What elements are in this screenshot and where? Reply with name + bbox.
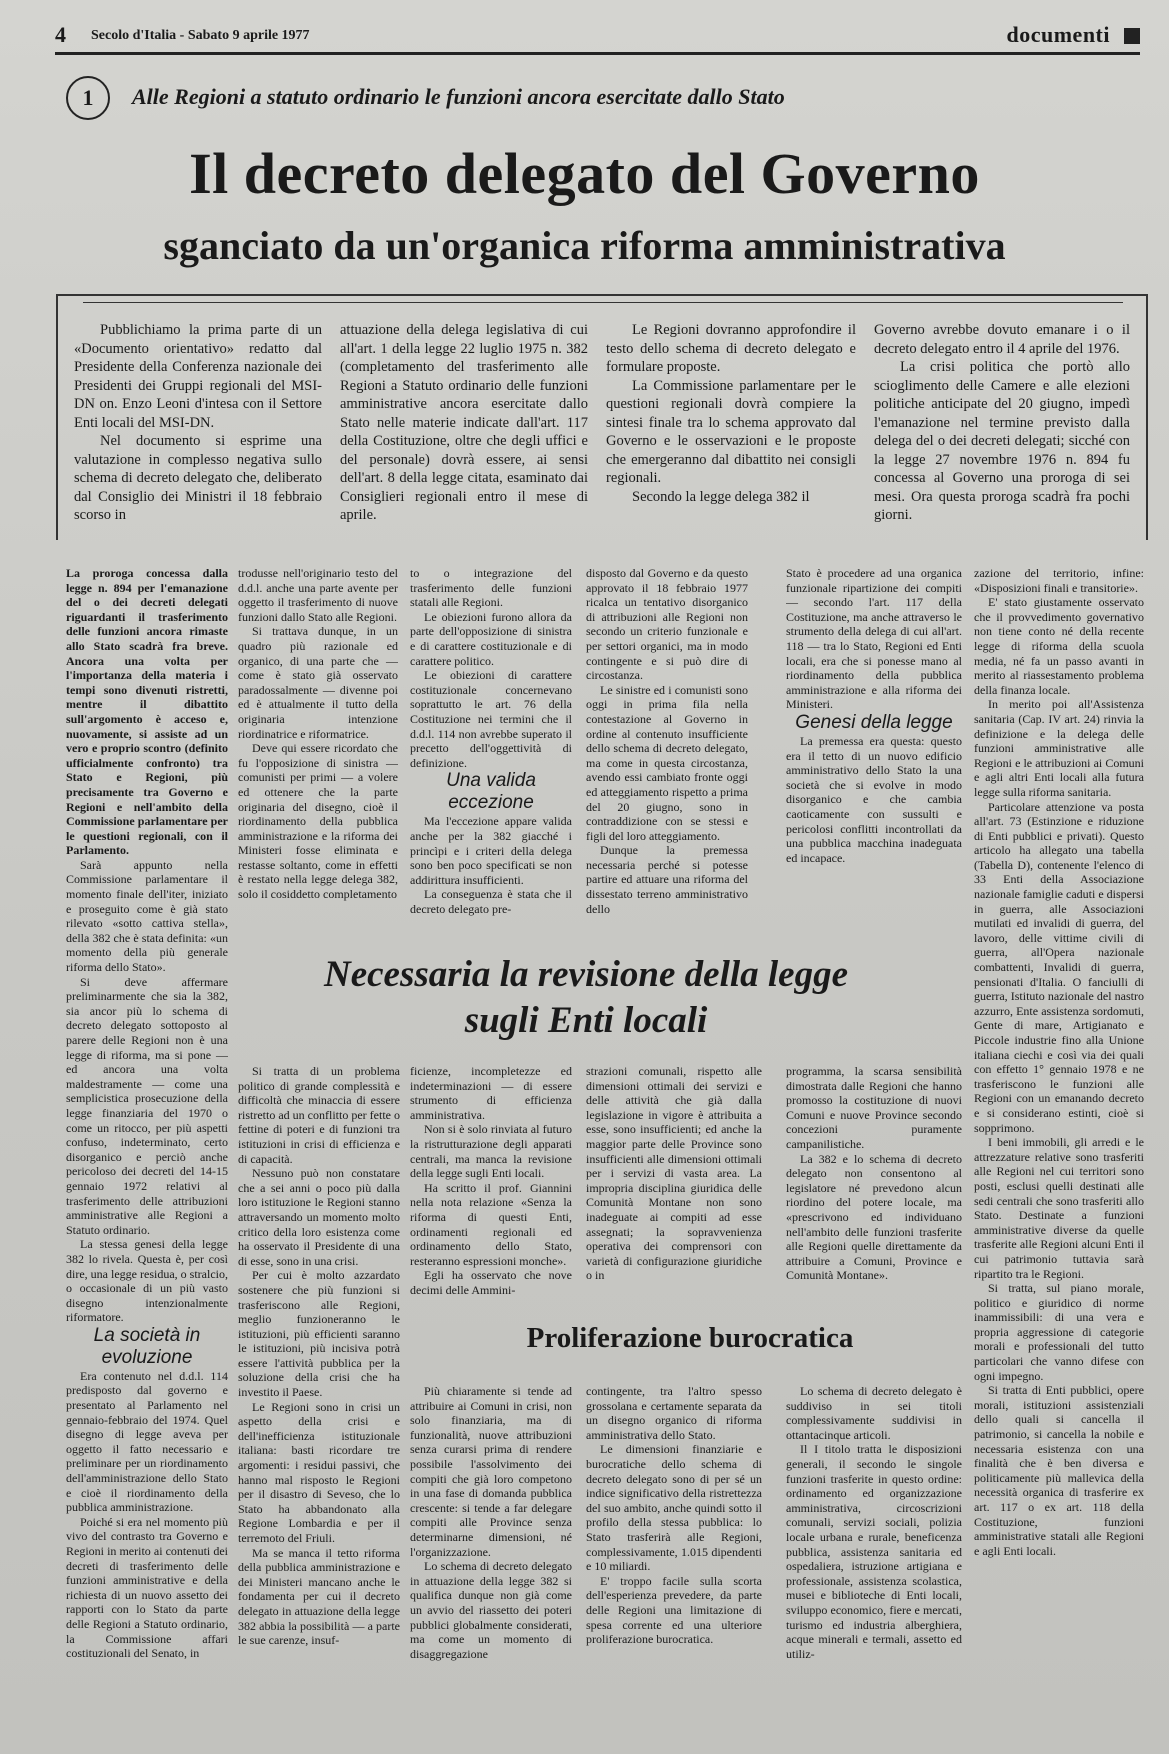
body-column-4-bottom [586,1384,762,1732]
headline-line-2: sganciato da un'organica riforma amministrativa [163,223,1006,268]
body-paragraph: La stessa genesi della legge 382 lo rivela. Questa è, per così dire, una legge residua, o stralcio, o occasionale di un più vasto disegno intenzionalmente riformatore. [66,1237,228,1325]
heading-revisione-line-2: sugli Enti locali [464,1000,708,1041]
body-column-6 [974,566,1144,1732]
body-column-1 [66,566,228,1732]
body-paragraph: to o integrazione del trasferimento delle funzioni statali alle Regioni. [410,566,572,610]
body-paragraph: Le obiezioni di carattere costituzionale concernevano soprattutto le art. 76 della Costituzione nei termini che il d.d.l. 114 non avrebbe superato il precetto dell'oggettività di definizione. [410,668,572,770]
body-paragraph: Il I titolo tratta le disposizioni generali, il secondo le singole funzioni trasferite in questo ordine: ordinamento ed organizzazione amministrativa, circoscrizioni comunali, servizi sociali, polizia locale urbana e rurale, beneficenza pubblica, assistenza sanitaria ed ospedaliera, istruzione artigiana e professionale, assistenza scolastica, musei e biblioteche di Enti locali, sviluppo economico, fiere e mercati, turismo ed industria alberghiera, acque minerali e termali, assetto ed utiliz- [786,1442,962,1661]
intro-paragraph: Secondo la legge delega 382 il [632,488,810,505]
body-paragraph: contingente, tra l'altro spesso grossolana e certamente separata da un disegno organico di riforma amministrativa dello Stato. [586,1384,762,1442]
body-column-5-upper [786,566,962,956]
body-paragraph: Particolare attenzione va posta all'art. 73 (Estinzione e riduzione di Enti pubblici e privati). Questo articolo ha allegato una tabella (Tabella D), contenente l'elenco di 33 Enti della Associazione nazionale famiglie caduti e dispersi in guerra, alle Associazioni mutilati ed invalidi di guerra, del lavoro, delle vittime civili di guerra, all'Opera nazionale combattenti, Invalidi di guerra, pensionati d'Italia. O fanciulli di guerra, Istituto nazionale del nastro azzurro, Ente assistenza sordomuti, Gente di mare, Artigianato e Piccole industrie fino alla Unione italiana ciechi e così via dei quali con effetto 1° gennaio 1978 e ne trasferiscono le funzioni alle Regioni con un emanando decreto e si considerano estinti, cioè si sopprimono. [974,799,1144,1135]
kicker-number: 1 [66,76,110,120]
section-title: documenti [1006,22,1110,47]
body-paragraph: disposto dal Governo e da questo approvato il 18 febbraio 1977 ricalca un tentativo disorganico di attribuzioni alle Regioni non secondo un criterio funzionale e per settori organici, ma in modo contingente e si può dire di circostanza. [586,566,748,683]
intro-inner-rule [83,302,1123,303]
headline-line-1: Il decreto delegato del Governo [189,141,980,206]
body-paragraph: Non si è solo rinviata al futuro la ristrutturazione degli apparati centrali, ma manca la revisione della legge sugli Enti locali. [410,1122,572,1181]
body-paragraph: Si tratta, sul piano morale, politico e giuridico di norme inammissibili: di una vera e propria aggressione di categorie morali e professionali del tutto particolari che vanno difese con ogni impegno. [974,1281,1144,1383]
section-square-icon [1124,28,1140,44]
body-paragraph: Ma se manca il tetto riforma della pubblica amministrazione e dei Ministeri mancano anche le fondamenta per cui il decreto delegato in attuazione della legge 382 abbia la possibilità — a parte le sue carenze, insuf- [238,1545,400,1648]
body-paragraph: Dunque la premessa necessaria perché si potesse partire ed attuare una riforma del dissestato terreno amministrativo dello [586,843,748,916]
body-column-2-upper [238,566,398,956]
body-paragraph: Stato è procedere ad una organica funzionale ripartizione dei compiti — secondo l'art. 117 della Costituzione, ma anche attraverso le strumento della delega di cui all'art. 118 — tra lo Stato, Regioni ed Enti locali, era che si ponesse mano al riordinamento della pubblica amministrazione e alla riforma dei Ministeri. [786,566,962,712]
body-paragraph: Si trattava dunque, in un quadro più razionale ed organico, di una parte che — come è stato già osservato paradossalmente — divenne poi ed è attualmente il tutto della originaria intenzione riordinatrice e riformatrice. [238,624,398,741]
body-paragraph: E' troppo facile sulla scorta dell'esperienza prevedere, da parte delle Regioni una limitazione di spesa corrente ed una ulteriore proliferazione burocratica. [586,1573,762,1647]
body-paragraph: Sarà appunto nella Commissione parlamentare il momento finale dell'iter, iniziato e proseguito come è già stato rilevato «sotto cattiva stella», della 382 che è stata definita: «un momento della più generale riforma dello Stato». [66,857,228,975]
intro-paragraph: Le Regioni dovranno approfondire il testo dello schema di decreto delegato e formulare proposte. [606,322,856,375]
body-paragraph: zazione del territorio, infine: «Disposizioni finali e transitorie». [974,566,1144,595]
body-paragraph: programma, la scarsa sensibilità dimostrata dalle Regioni che hanno promosso la costituzione di nuovi Comuni e nuove Province secondo concezioni puramente campanilistiche. [786,1064,962,1151]
body-paragraph: Si tratta di un problema politico di grande complessità e difficoltà che minaccia di essere ristretto ad un conflitto per fette o fettine di poteri e di funzioni tra istituzioni in crisi di efficienza e di capacità. [238,1064,400,1166]
body-paragraph: Lo schema di decreto delegato in attuazione della legge 382 si qualifica dunque non già come un avvio del riassetto dei poteri pubblici globalmente considerati, ma come un momento di disaggregazione [410,1559,572,1661]
subheading-societa: La società in evoluzione [93,1324,201,1368]
body-paragraph: In merito poi all'Assistenza sanitaria (Cap. IV art. 24) rinvia la definizione e la delega delle funzioni amministrative alle Regioni e le attribuzioni ai Comuni e agli altri Enti locali alla futura legge sulla riforma sanitaria. [974,697,1144,799]
intro-box [56,294,1148,540]
kicker [66,76,1146,124]
intro-paragraph: attuazione della delega legislativa di cui all'art. 1 della legge 22 luglio 1975 n. 382 (completamento del trasferimento alle Regioni a Statuto ordinario delle funzioni amministrative ancora esercitate dallo Stato nelle materie indicate dall'art. 117 della Costituzione, oltre che degli uffici e del personale) dovrà essere, ai sensi dell'art. 8 della legge citata, esaminato dai Consiglieri regionali entro il mese di aprile. [340,322,588,523]
body-column-3-upper [410,566,572,956]
subheading-genesi: Genesi della legge [795,711,953,733]
publication-date: Secolo d'Italia - Sabato 9 aprile 1977 [91,28,310,43]
heading-proliferazione: Proliferazione burocratica [526,1322,854,1354]
body-paragraph: Poiché si era nel momento più vivo del contrasto tra Governo e Regioni in merito ai contenuti dei decreti di trasferimento delle funzioni amministrative e della richiesta di un nuovo assetto dei rapporti con lo Stato da parte delle Regioni a Statuto ordinario, la Commissione affari costituzionali del Senato, in [66,1514,228,1661]
heading-revisione [256,952,916,1044]
heading-revisione-line-1: Necessaria la revisione della legge [323,954,849,995]
intro-paragraph: Nel documento si esprime una valutazione in complesso negativa sullo schema di decreto delegato che, deliberato dal Consiglio dei Ministri il 18 febbraio scorso in [74,433,322,523]
body-paragraph: Più chiaramente si tende ad attribuire ai Comuni in crisi, non solo finanziaria, ma di funzionalità, nuove attribuzioni senza curarsi prima di rendere possibile l'assolvimento dei compiti che già loro competono in una fase di domanda pubblica crescente: si tende a far delegare compiti alle Province senza determinarne dimensioni, né l'organizzazione. [410,1384,572,1559]
body-paragraph: La premessa era questa: questo era il tetto di un nuovo edificio amministrativo dello Stato la una società che si evolve in modo disorganico e che cambia caoticamente con sussulti e pericolosi conflitti incontrollati da una pubblica macchina inadeguata ed incapace. [786,733,962,865]
body-paragraph: Le Regioni sono in crisi un aspetto della crisi e dell'inefficienza istituzionale italiana: basti ricordare tre argomenti: i residui passivi, che hanno mal risposto le Regioni per il disastro di Seveso, che lo Stato ha abbandonato alla Regione Lombardia e per il terremoto del Friuli. [238,1399,400,1545]
body-column-3-lower [410,1064,572,1314]
body-paragraph: Ma l'eccezione appare valida anche per la 382 giacché i princìpi e i criteri della delega sono ben poco specificati se non addirittura insufficienti. [410,814,572,887]
body-paragraph: Le obiezioni furono allora da parte dell'opposizione di sinistra e di carattere costituzionale e di carattere politico. [410,609,572,668]
body-paragraph: Per cui è molto azzardato sostenere che più funzioni si trasferiscono alle Regioni, meglio funzioneranno le istituzioni, più efficienti saranno le istituzioni, più incisiva potrà essere l'attività pubblica per la soluzione della crisi che ha investito il Paese. [238,1268,400,1400]
body-column-4-lower [586,1064,762,1314]
intro-paragraph: Pubblichiamo la prima parte di un «Documento orientativo» redatto dal Presidente della Conferenza nazionale dei Presidenti dei Gruppi regionali del MSI-DN on. Enzo Leoni d'intesa con il Settore Enti locali del MSI-DN. [74,322,322,431]
body-paragraph: Era contenuto nel d.d.l. 114 predisposto dal governo e presentato al Parlamento nel gennaio-febbraio del 1974. Quel disegno di legge aveva per oggetto il fatto necessario e preliminare per un riordinamento dell'amministrazione dello Stato e cioè il riordinamento della pubblica amministrazione. [66,1368,228,1515]
body-paragraph: Ha scritto il prof. Giannini nella nota relazione «Senza la riforma di questi Enti, ordinamenti regionali ed ordinamento dello Stato, resteranno espressioni monche». [410,1180,572,1268]
body-paragraph: Deve qui essere ricordato che fu l'opposizione di sinistra — comunisti per primi — a volere ed ottenere che la parte originaria del disegno, cioè il riordinamento della pubblica amministrazione e la riforma dei Ministeri fosse eliminata e restasse soltanto, come in effetti è restato nella legge delega 382, solo il cosiddetto completamento [238,741,398,902]
subheading-eccezione: Una valida eccezione [446,770,536,814]
intro-column-2 [340,321,588,525]
body-paragraph: La conseguenza è stata che il decreto delegato pre- [410,887,572,916]
body-paragraph: Si tratta di Enti pubblici, opere morali, istituzioni assistenziali dello quali si cancella il patrimonio, si cancella la nobile e necessaria esistenza con una finalità che è ben diversa e politicamente più mallevica della necessità organica di trasferire ex art. 117 o ex art. 118 della Costituzione, funzioni amministrative statali alle Regioni e agli Enti locali. [974,1383,1144,1558]
body-paragraph: ficienze, incompletezze ed indeterminazioni — di essere strumento di efficienza amministrativa. [410,1064,572,1122]
body-column-3-bottom [410,1384,572,1732]
body-paragraph: strazioni comunali, rispetto alle dimensioni ottimali dei servizi e delle attività che già dalla legislazione in vigore è attribuita a esse, sono insufficienti; ed anche la maggior parte delle Province sono insufficienti alle dimensioni ottimali per i servizi di vasta area. La impropria disciplina giuridica delle Comunità Montane non sono inadeguate ai compiti ad esse assegnati; la sopravvenienza operativa dei comprensori con varietà di configurazione giuridiche o in [586,1064,762,1283]
body-paragraph: Lo schema di decreto delegato è suddiviso in sei titoli complessivamente suddivisi in ottantacinque articoli. [786,1384,962,1442]
body-paragraph: Le dimensioni finanziarie e burocratiche dello schema di decreto delegato sono di per sé un indice significativo della ristrettezza del suo ambito, anche quindi sotto il profilo della stessa pubblica: lo Stato trasferirà alle Regioni, complessivamente, 1.015 dipendenti e 10 miliardi. [586,1442,762,1574]
intro-paragraph: Governo avrebbe dovuto emanare i o il decreto delegato entro il 4 aprile del 1976. [874,322,1130,357]
body-paragraph: Si deve affermare preliminarmente che sia la 382, sia ancor più lo schema di decreto delegato sottoposto al parere delle Regioni non è una legge di riforma, ma si pone — ed ancora una volta maldestramente — come una semplicistica prosecuzione della legge finanziaria del 1970 o come un ritocco, per più aspetti confuso, indeterminato, certo disorganico e perciò anche pericoloso dei decreti del 14-15 gennaio 1972 relativi al trasferimento delle attribuzioni amministrative alle Regioni a Statuto ordinario. [66,974,228,1237]
body-column-5-bottom [786,1384,962,1732]
intro-column-1 [74,321,322,525]
intro-column-4 [874,321,1130,525]
masthead [55,18,1140,52]
intro-paragraph: La Commissione parlamentare per le questioni regionali dovrà compiere la sintesi finale tra lo schema approvato dal Governo e le osservazioni e le proposte che emergeranno dal dibattito nei consigli regionali. [606,377,856,486]
body-paragraph: Le sinistre ed i comunisti sono oggi in prima fila nella contestazione al Governo in ordine al contenuto insufficiente dello schema di decreto delegato, ma come in questa circostanza, avendo essi cambiato fronte oggi ed atteggiamento rispetto a prima del 20 giugno, sono in contraddizione con se stessi e figli del loro atteggiamento. [586,682,748,843]
body-column-2-lower [238,1064,400,1732]
intro-column-3 [606,321,856,506]
masthead-rule [55,52,1140,55]
body-paragraph: trodusse nell'originario testo del d.d.l. anche una parte avente per oggetto il trasferimento di nuove funzioni dallo Stato alle Regioni. [238,566,398,624]
body-paragraph: I beni immobili, gli arredi e le attrezzature relative sono trasferiti alle Regioni nel cui territori sono posti, esclusi quelli destinati alle sedi centrali che sono trasferiti allo Stato. Destinate a funzioni amministrative diverse da quelle trasferite alle Regioni alcuni Enti il cui patrimonio tuttavia sarà ripartito tra le Regioni. [974,1135,1144,1281]
body-paragraph: E' stato giustamente osservato che il provvedimento governativo non tiene conto né della recente legge di riforma della scuola media, né fa un passo avanti in merito al riassestamento problema della finanza locale. [974,595,1144,697]
body-paragraph: La 382 e lo schema di decreto delegato non consentono al legislatore né prevedono alcun riordino del potere locale, ma «prescrivono ed individuano nell'ambito delle funzioni trasferite alle Regioni quelle direttamente da attribuire a Comuni, Province e Comunità Montane». [786,1151,962,1283]
body-paragraph: La proroga concessa dalla legge n. 894 per l'emanazione del o dei decreti delegati riguardanti il trasferimento delle funzioni ancora rimaste allo Stato scadrà fra breve. Ancora una volta per l'importanza della materia i tempi sono divenuti ristretti, mentre il dibattito sull'argomento è acceso e, nuovamente, si assiste ad un vero e proprio scontro (definito ufficialmente confronto) tra Stato e Regioni, più precisamente tra Governo e Regioni e nell'ambito della Commissione parlamentare per le questioni regionali, con il Parlamento. [66,566,228,858]
intro-paragraph: La crisi politica che portò allo scioglimento delle Camere e alle elezioni politiche anticipate del 20 giugno, impedì l'emanazione nel termine previsto dalla delega del o dei decreti delegati; sicché con la legge 27 novembre 1976 n. 894 fu concessa al Governo una proroga di sei mesi. Ora questa proroga scadrà fra pochi giorni. [874,359,1130,523]
body-paragraph: Egli ha osservato che nove decimi delle Ammini- [410,1268,572,1297]
body-column-4-upper [586,566,748,956]
page-number: 4 [55,22,66,47]
kicker-text: Alle Regioni a statuto ordinario le funzioni ancora esercitate dallo Stato [132,84,785,109]
body-paragraph: Nessuno può non constatare che a sei anni o poco più dalla loro istituzione le Regioni stanno attraversando un momento molto critico della loro esistenza come ha osservato il Presidente di una di esse, sono in una crisi. [238,1166,400,1268]
body-column-5-lower [786,1064,962,1314]
